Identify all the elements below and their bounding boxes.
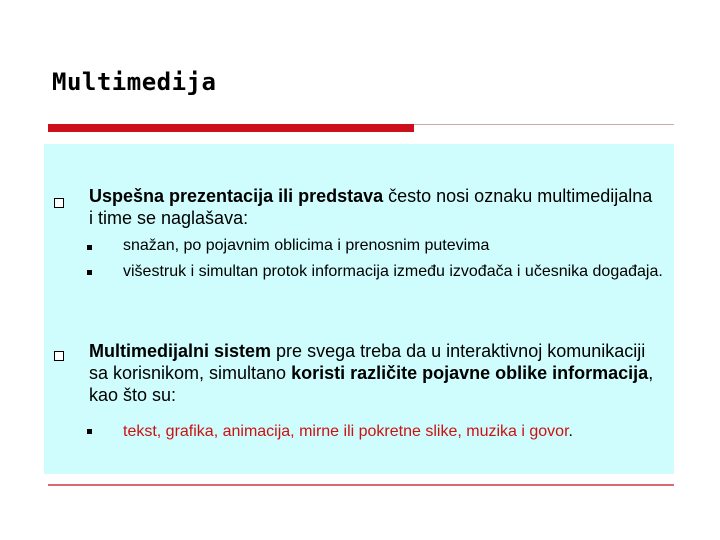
filled-square-bullet-icon	[87, 245, 92, 250]
bullet-item	[89, 185, 661, 229]
slide-title: Multimedija	[52, 68, 217, 96]
bullet-emphasis: koristi različite pojavne oblike informacija	[291, 363, 649, 383]
bullet-emphasis: Uspešna prezentacija ili predstava	[89, 186, 384, 206]
sub-bullet-item	[123, 420, 663, 444]
content-panel	[44, 144, 674, 474]
sub-bullet-tail: .	[568, 423, 573, 440]
bullet-emphasis: Multimedijalni sistem	[89, 341, 272, 361]
bullet-item	[89, 340, 661, 406]
bullet-text: često nosi oznaku multimedijalna i time se naglašava:	[89, 186, 653, 228]
hollow-square-bullet-icon	[54, 351, 64, 361]
sub-bullet-item: snažan, po pojavnim oblicima i prenosnim putevima	[123, 237, 490, 254]
title-accent-bar	[48, 124, 414, 132]
hollow-square-bullet-icon	[54, 198, 64, 208]
footer-divider-line	[48, 484, 674, 486]
sub-bullet-item: višestruk i simultan protok informacija između izvođača i učesnika događaja.	[123, 263, 663, 280]
highlighted-text: tekst, grafika, animacija, mirne ili pokretne slike, muzika i govor	[123, 423, 569, 440]
bullet-text: , kao što su:	[89, 363, 654, 405]
filled-square-bullet-icon	[87, 429, 92, 434]
bullet-text: pre svega treba da u interaktivnoj komunikaciji sa korisnikom, simultano	[89, 341, 646, 383]
filled-square-bullet-icon	[87, 270, 92, 275]
